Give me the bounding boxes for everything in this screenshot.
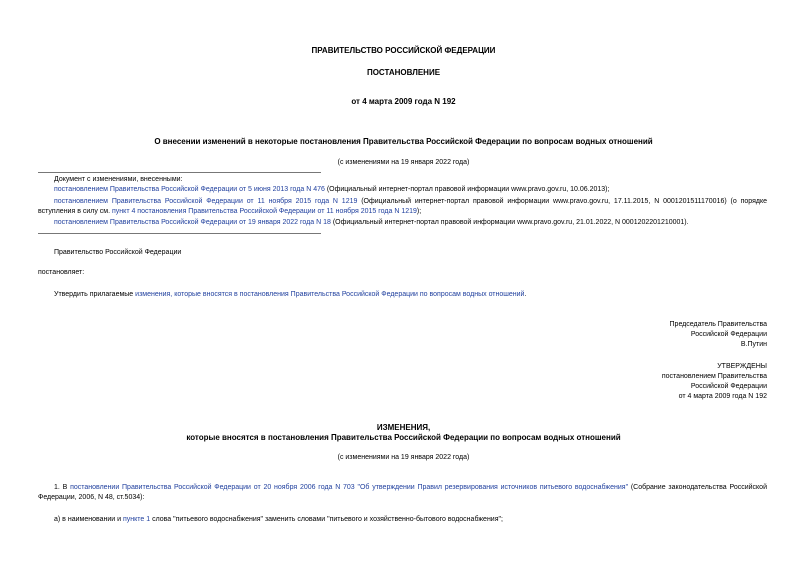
approved-block [662,362,767,402]
paragraph-a-prefix: а) в наименовании и [54,516,123,523]
changes-title: ИЗМЕНЕНИЯ, [376,423,431,432]
paragraph-1 [38,483,767,503]
signature-line-2: Российской Федерации [690,331,767,338]
doc-date-number: от 4 марта 2009 года N 192 [351,97,456,106]
changes-revision-note: (с изменениями на 19 января 2022 года) [337,454,470,461]
signature-line-1: Председатель Правительства [669,321,767,328]
changes-bottom-rule [38,233,321,234]
revision-note: (с изменениями на 19 января 2022 года) [337,159,470,166]
reservation-rules-link[interactable]: "Об утверждении Правил резервирования источников питьевого водоснабжения" [357,484,629,491]
approve-paragraph [54,290,774,300]
changes-item-1 [54,185,774,195]
amendment-link-2013[interactable]: постановлением Правительства Российской Федерации от 5 июня 2013 года N 476 [54,186,325,193]
paragraph-1-prefix: 1. В [54,484,71,491]
clause-1-link[interactable]: пункте 1 [123,516,151,523]
approve-suffix: . [524,291,527,298]
resolves-text: постановляет: [38,269,85,276]
approved-line-4: от 4 марта 2009 года N 192 [678,393,767,400]
entry-into-force-link[interactable]: пункт 4 постановления Правительства Российской Федерации от 11 ноября 2015 года N 1219 [112,208,417,215]
resolution-703-link[interactable]: постановлении Правительства Российской Федерации от 20 ноября 2006 года N 703 [70,484,355,491]
paragraph-a-suffix: слова "питьевого водоснабжения" заменить словами "питьевого и хозяйственно-бытового водоснабжения"; [150,516,503,523]
approved-line-1: УТВЕРЖДЕНЫ [717,363,767,370]
amendment-source-2022: (Официальный интернет-портал правовой информации www.pravo.gov.ru, 21.01.2022, N 0001202201210001). [330,219,689,226]
amendment-source-2013: (Официальный интернет-портал правовой информации www.pravo.gov.ru, 10.06.2013); [324,186,610,193]
changes-top-rule [38,172,321,173]
government-rf-text: Правительство Российской Федерации [54,249,182,256]
approved-line-2: постановлением Правительства [661,373,767,380]
amendment-link-2022[interactable]: постановлением Правительства Российской Федерации от 19 января 2022 года N 18 [54,219,331,226]
government-heading: ПРАВИТЕЛЬСТВО РОССИЙСКОЙ ФЕДЕРАЦИИ [311,46,496,55]
changes-item-2 [38,197,767,217]
signature-block [670,320,767,350]
amendment-tail-2015: ); [416,208,422,215]
document-title: О внесении изменений в некоторые постановления Правительства Российской Федерации по вопросам водных отношений [154,137,653,146]
amendment-source-2015: (Официальный интернет-портал правовой информации www.pravo.gov.ru, 17.11.2015, N 0001201511170016) (о порядке вступления в силу см. [38,198,767,215]
changes-subtitle: которые вносятся в постановления Правительства Российской Федерации по вопросам водных отношений [186,433,621,442]
approved-changes-link[interactable]: изменения, которые вносятся в постановления Правительства Российской Федерации по вопросам водных отношений [135,291,525,298]
changes-item-3 [54,218,774,228]
paragraph-a [54,515,774,525]
doc-type-heading: ПОСТАНОВЛЕНИЕ [366,68,441,77]
paragraph-1-suffix: (Собрание законодательства Российской Федерации, 2006, N 48, ст.5034): [38,484,767,501]
amendment-link-2015[interactable]: постановлением Правительства Российской Федерации от 11 ноября 2015 года N 1219 [54,198,358,205]
signature-line-3: В.Путин [740,341,767,348]
approve-prefix: Утвердить прилагаемые [54,291,136,298]
changes-intro: Документ с изменениями, внесенными: [54,176,183,183]
approved-line-3: Российской Федерации [690,383,767,390]
